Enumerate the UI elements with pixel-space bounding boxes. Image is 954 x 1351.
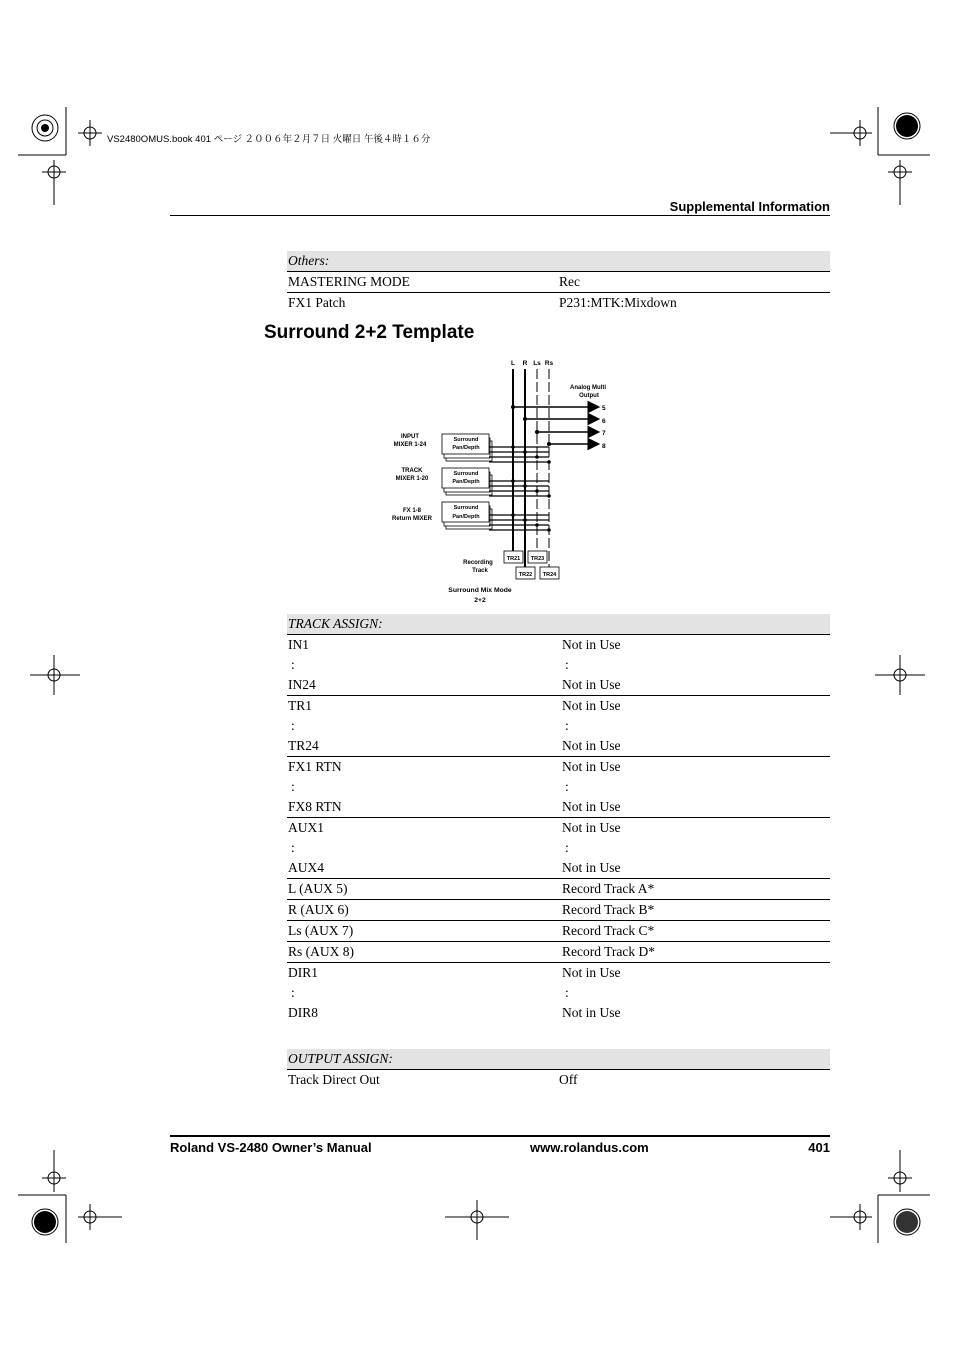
param-name: TR24 xyxy=(288,738,319,753)
param-name: DIR8 xyxy=(288,1005,318,1020)
param-name: FX1 RTN xyxy=(287,757,561,778)
table-row xyxy=(287,272,830,293)
param-name: FX1 Patch xyxy=(287,293,558,314)
mixer-label-track-1: TRACK xyxy=(401,468,423,474)
param-name: AUX1 xyxy=(287,818,561,839)
recording-label-1: Recording xyxy=(463,560,493,566)
table-row xyxy=(287,736,830,757)
param-value: Not in Use xyxy=(561,696,830,717)
output-5: 5 xyxy=(602,405,606,412)
param-name: L (AUX 5) xyxy=(287,879,561,900)
footer-rule xyxy=(170,1135,830,1137)
param-name: : xyxy=(291,718,295,733)
analog-output-label-1: Analog Multi xyxy=(570,385,606,391)
param-value: : xyxy=(565,840,569,855)
table-row xyxy=(287,818,830,839)
table-row xyxy=(287,921,830,942)
param-name: AUX4 xyxy=(288,860,324,875)
analog-output-label-2: Output xyxy=(579,393,599,399)
table-row xyxy=(287,942,830,963)
param-value: Record Track B* xyxy=(561,900,830,921)
param-name: TR1 xyxy=(287,696,561,717)
table-row xyxy=(287,858,830,879)
mixer-label-fx-1: FX 1-8 xyxy=(402,508,422,514)
output-assign-table xyxy=(287,1049,830,1090)
param-value: P231:MTK:Mixdown xyxy=(558,293,830,314)
recording-label-2: Track xyxy=(472,568,488,574)
param-value: Record Track A* xyxy=(561,879,830,900)
table-row xyxy=(287,675,830,696)
table-row xyxy=(287,963,830,984)
pan-label-2a: Surround xyxy=(453,471,479,477)
param-name: : xyxy=(291,985,295,1000)
param-value: Not in Use xyxy=(562,799,621,814)
footer-url: www.rolandus.com xyxy=(530,1140,649,1155)
header-rule xyxy=(170,215,830,216)
bus-label-ls: Ls xyxy=(533,360,541,367)
others-table xyxy=(287,251,830,313)
output-assign-heading: OUTPUT ASSIGN: xyxy=(287,1049,830,1070)
output-8: 8 xyxy=(602,443,606,450)
output-6: 6 xyxy=(602,418,606,425)
table-row xyxy=(287,983,830,1003)
track-tr24: TR24 xyxy=(542,572,557,578)
param-value: Not in Use xyxy=(562,677,621,692)
param-name: DIR1 xyxy=(287,963,561,984)
table-row xyxy=(287,777,830,797)
param-value: Not in Use xyxy=(562,1005,621,1020)
page-number: 401 xyxy=(808,1140,830,1155)
param-value: Not in Use xyxy=(562,860,621,875)
bus-label-r: R xyxy=(522,360,528,367)
table-row xyxy=(287,293,830,314)
section-title: Surround 2+2 Template xyxy=(264,322,475,343)
param-value: Record Track C* xyxy=(561,921,830,942)
param-name: FX8 RTN xyxy=(288,799,342,814)
pan-label-3a: Surround xyxy=(453,505,479,511)
surround-routing-diagram xyxy=(380,355,630,610)
mixer-label-input-2: MIXER 1-24 xyxy=(393,442,427,448)
table-row xyxy=(287,797,830,818)
bus-label-l: L xyxy=(511,360,515,367)
output-7: 7 xyxy=(602,430,606,437)
table-row xyxy=(287,655,830,675)
pan-label-2b: Pan/Depth xyxy=(452,479,480,485)
param-value: Not in Use xyxy=(561,757,830,778)
track-tr22: TR22 xyxy=(518,572,533,578)
param-name: IN1 xyxy=(288,637,309,652)
table-row xyxy=(287,879,830,900)
bus-label-rs: Rs xyxy=(544,360,554,367)
param-name: MASTERING MODE xyxy=(288,274,410,289)
param-name: Rs (AUX 8) xyxy=(287,942,561,963)
pan-label-1b: Pan/Depth xyxy=(452,445,480,451)
track-assign-heading: TRACK ASSIGN: xyxy=(287,614,830,635)
param-name: Ls (AUX 7) xyxy=(287,921,561,942)
param-name: : xyxy=(291,657,295,672)
table-row xyxy=(287,696,830,717)
param-value: Record Track D* xyxy=(561,942,830,963)
mix-mode-label-1: Surround Mix Mode xyxy=(448,587,512,594)
param-name: : xyxy=(291,779,295,794)
pan-label-1a: Surround xyxy=(453,437,479,443)
table-row xyxy=(287,900,830,921)
table-row xyxy=(287,716,830,736)
param-value: Not in Use xyxy=(561,818,830,839)
book-info-line: VS2480OMUS.book 401 ページ ２００６年２月７日 火曜日 午後４時１６分 xyxy=(107,134,431,145)
mixer-label-track-2: MIXER 1-20 xyxy=(395,476,429,482)
param-value: Not in Use xyxy=(562,738,621,753)
others-heading: Others: xyxy=(287,251,830,272)
table-row xyxy=(287,635,830,656)
table-row xyxy=(287,1070,830,1091)
param-value: : xyxy=(565,718,569,733)
footer-manual-title: Roland VS-2480 Owner’s Manual xyxy=(170,1140,372,1155)
param-value: : xyxy=(565,985,569,1000)
param-value: Not in Use xyxy=(561,963,830,984)
param-name: R (AUX 6) xyxy=(287,900,561,921)
mix-mode-label-2: 2+2 xyxy=(474,597,486,604)
mixer-label-input-1: INPUT xyxy=(401,434,419,440)
track-assign-table xyxy=(287,614,830,1023)
table-row xyxy=(287,757,830,778)
track-tr23: TR23 xyxy=(530,556,545,562)
table-row xyxy=(287,1003,830,1023)
param-value: Off xyxy=(559,1072,578,1087)
running-header: Supplemental Information xyxy=(669,199,830,214)
param-name: : xyxy=(291,840,295,855)
track-tr21: TR21 xyxy=(506,556,521,562)
mixer-label-fx-2: Return MIXER xyxy=(391,516,433,522)
param-value: Rec xyxy=(559,274,580,289)
table-row xyxy=(287,838,830,858)
param-name: Track Direct Out xyxy=(288,1072,380,1087)
param-value: : xyxy=(565,779,569,794)
param-value: Not in Use xyxy=(562,637,621,652)
pan-label-3b: Pan/Depth xyxy=(452,514,480,520)
param-value: : xyxy=(565,657,569,672)
param-name: IN24 xyxy=(288,677,316,692)
